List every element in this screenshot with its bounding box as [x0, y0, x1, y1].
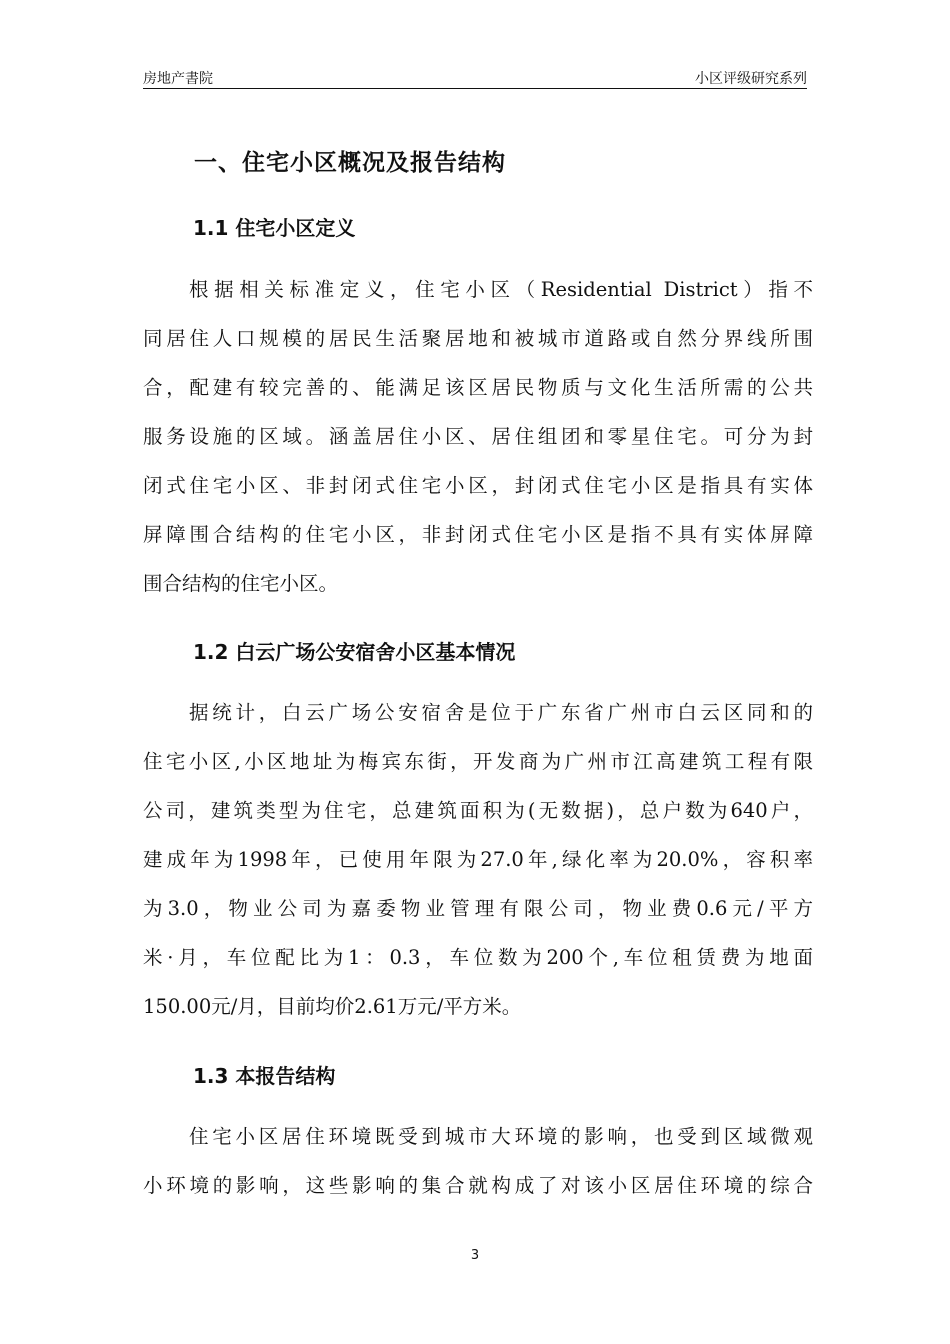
paragraph-line: 150.00元/月，目前均价2.61万元/平方米。 [143, 995, 522, 1018]
section-1-2-paragraph [143, 688, 813, 1031]
paragraph-line: 围合结构的住宅小区。 [143, 572, 339, 595]
section-heading-1-3: 1.3 本报告结构 [193, 1064, 336, 1088]
page-number: 3 [470, 1248, 480, 1263]
section-1-3-paragraph [143, 1112, 813, 1210]
header-publisher: 房地产書院 [143, 71, 213, 87]
paragraph-line: 据统计，白云广场公安宿舍是位于广东省广州市白云区同和的 [189, 701, 813, 724]
paragraph-line: 服务设施的区域。涵盖居住小区、居住组团和零星住宅。可分为封 [143, 425, 813, 448]
section-1-1-paragraph [143, 265, 813, 608]
header-series-title: 小区评级研究系列 [695, 71, 807, 87]
paragraph-line: 闭式住宅小区、非封闭式住宅小区，封闭式住宅小区是指具有实体 [143, 474, 813, 497]
paragraph-line: 住宅小区,小区地址为梅宾东街，开发商为广州市江高建筑工程有限 [143, 750, 813, 773]
paragraph-line: 合，配建有较完善的、能满足该区居民物质与文化生活所需的公共 [143, 376, 813, 399]
section-heading-1-1: 1.1 住宅小区定义 [193, 216, 356, 240]
paragraph-line: 为3.0，物业公司为嘉委物业管理有限公司，物业费0.6元/平方 [143, 897, 813, 920]
page-header [143, 66, 807, 89]
paragraph-line: 建成年为1998年，已使用年限为27.0年,绿化率为20.0%，容积率 [143, 848, 813, 871]
paragraph-line: 屏障围合结构的住宅小区，非封闭式住宅小区是指不具有实体屏障 [143, 523, 813, 546]
paragraph-line: 住宅小区居住环境既受到城市大环境的影响，也受到区域微观 [189, 1125, 813, 1148]
paragraph-line: 公司，建筑类型为住宅，总建筑面积为(无数据)，总户数为640户， [143, 799, 813, 822]
section-heading-1-2: 1.2 白云广场公安宿舍小区基本情况 [193, 640, 516, 664]
paragraph-line: 小环境的影响，这些影响的集合就构成了对该小区居住环境的综合 [143, 1174, 813, 1197]
paragraph-line: 根据相关标准定义，住宅小区（Residential District）指不 [189, 278, 813, 301]
chapter-title: 一、住宅小区概况及报告结构 [194, 150, 506, 176]
paragraph-line: 米·月，车位配比为1：0.3，车位数为200个,车位租赁费为地面 [143, 946, 813, 969]
paragraph-line: 同居住人口规模的居民生活聚居地和被城市道路或自然分界线所围 [143, 327, 813, 350]
